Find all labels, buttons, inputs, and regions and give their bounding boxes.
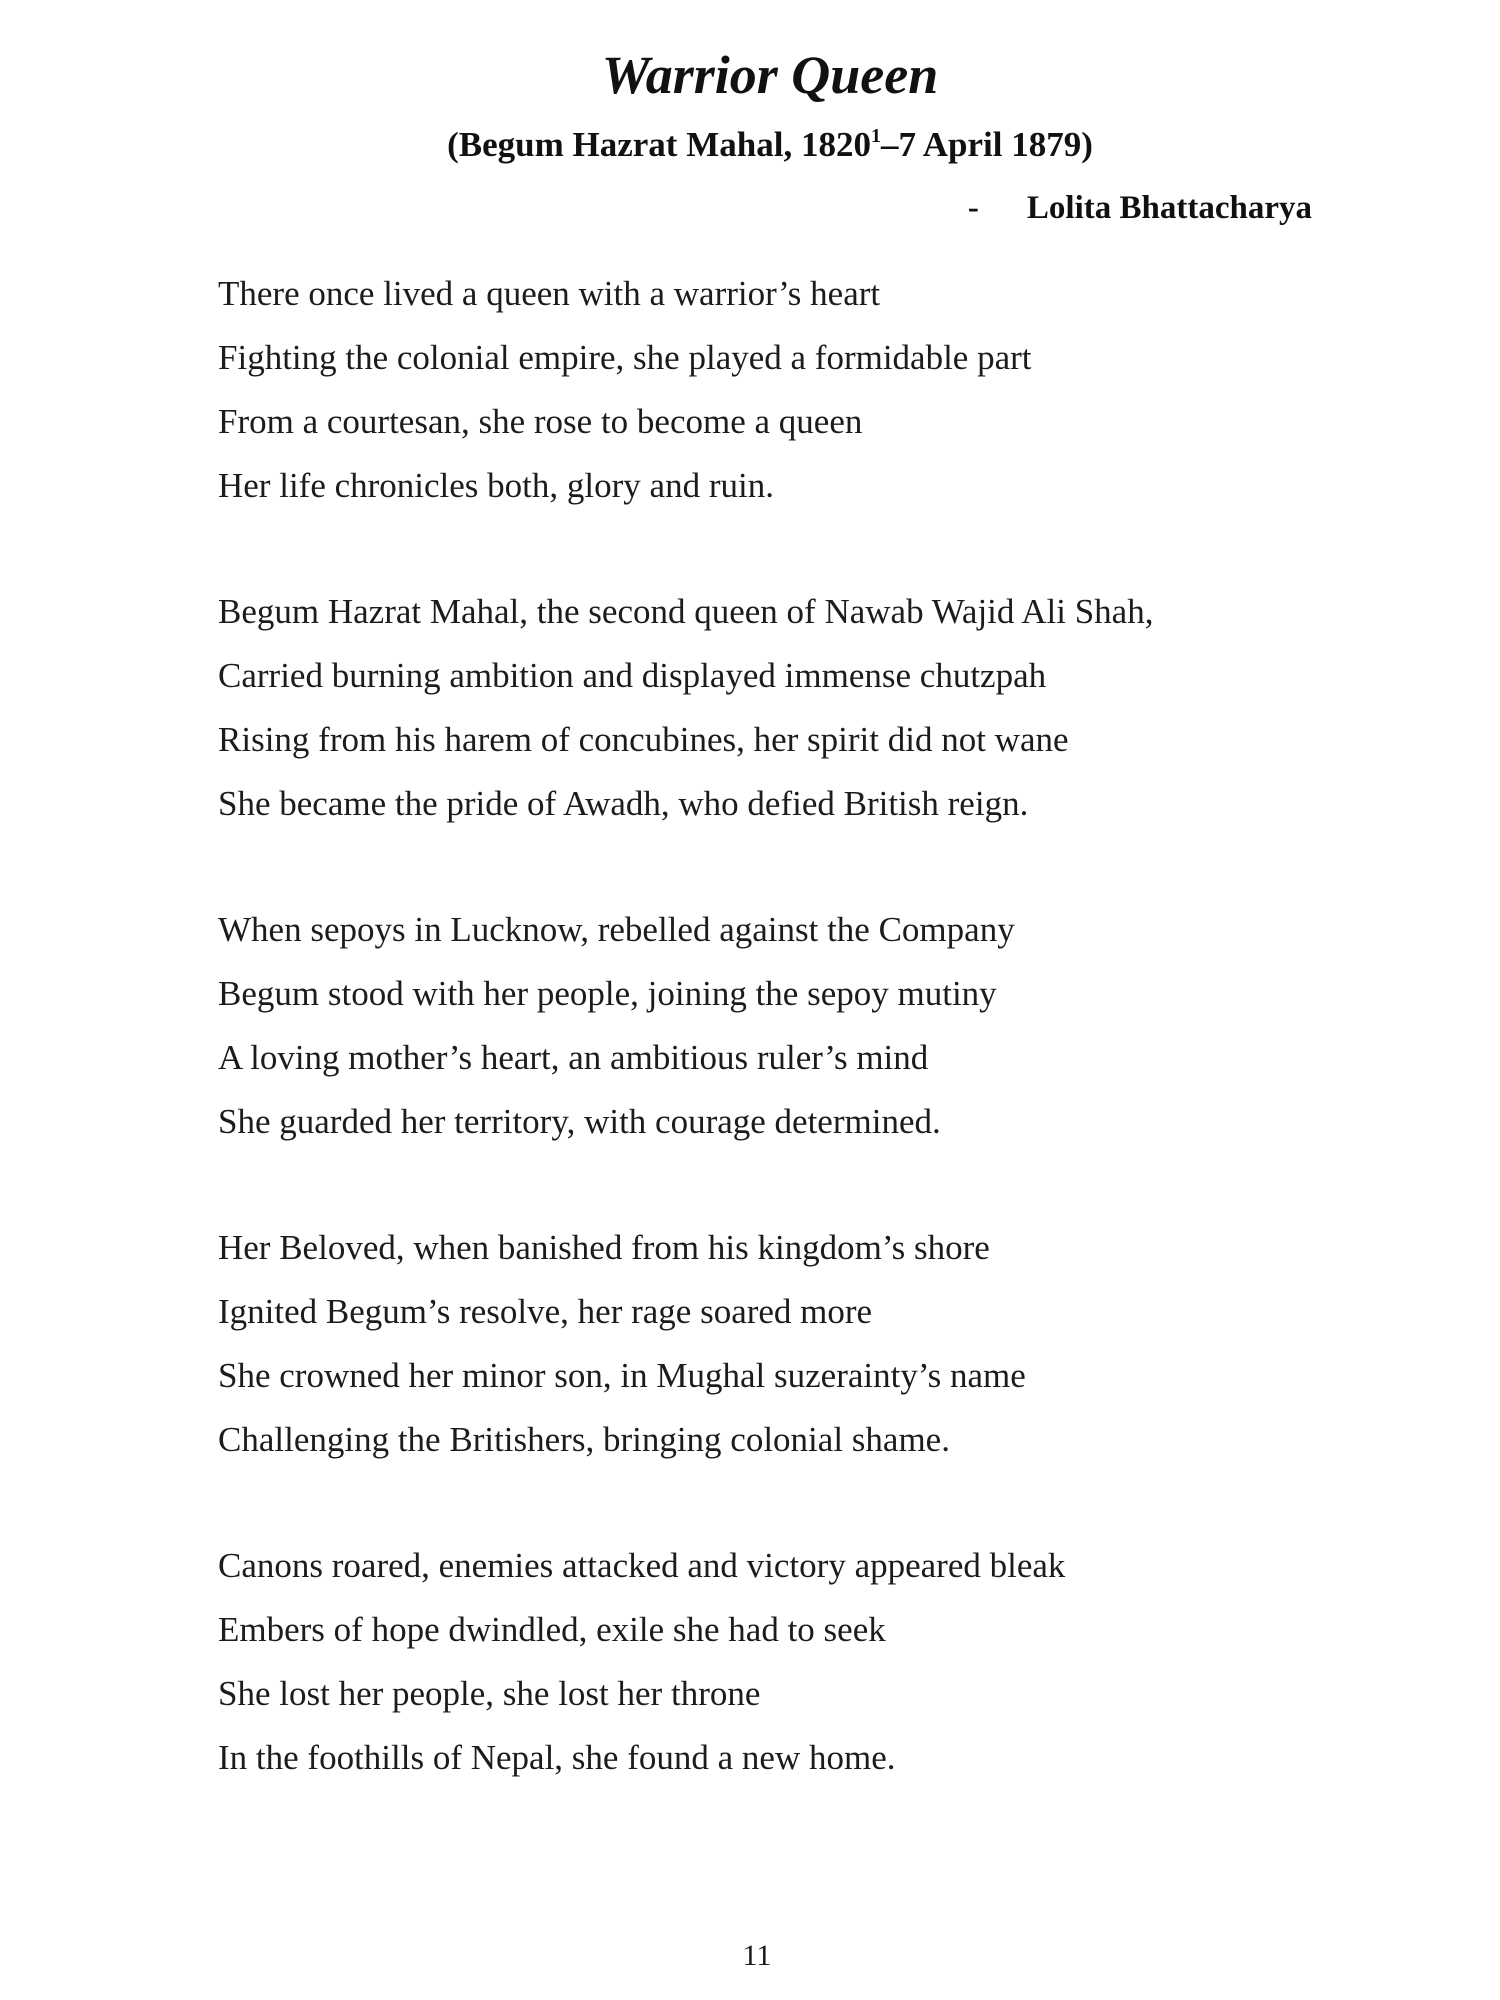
stanza [218,580,1312,836]
poem-line: In the foothills of Nepal, she found a new home. [218,1738,896,1777]
poem-line: Begum stood with her people, joining the sepoy mutiny [218,974,997,1013]
stanza [218,262,1312,518]
poem-line: Challenging the Britishers, bringing colonial shame. [218,1420,950,1459]
poem-line: She guarded her territory, with courage determined. [218,1102,941,1141]
poem-line: From a courtesan, she rose to become a queen [218,402,863,441]
author-dash: - [967,190,979,226]
author-byline [968,186,1312,230]
author-name: Lolita Bhattacharya [1026,190,1312,226]
poem-line: She became the pride of Awadh, who defied British reign. [218,784,1029,823]
poem-line: Ignited Begum’s resolve, her rage soared more [218,1292,873,1331]
poem-line: Canons roared, enemies attacked and victory appeared bleak [218,1546,1066,1585]
poem-title: Warrior Queen [601,45,939,105]
poem-line: When sepoys in Lucknow, rebelled against the Company [218,910,1015,949]
stanza [218,898,1312,1154]
poem-line: A loving mother’s heart, an ambitious ruler’s mind [218,1038,929,1077]
poem-line: Her life chronicles both, glory and ruin. [218,466,774,505]
poem-body [218,262,1312,1852]
poem-line: Her Beloved, when banished from his kingdom’s shore [218,1228,990,1267]
subtitle-main: (Begum Hazrat Mahal, 1820 [447,125,871,164]
poem-line: She lost her people, she lost her throne [218,1674,761,1713]
poem-line: Carried burning ambition and displayed immense chutzpah [218,656,1047,695]
poem-line: Fighting the colonial empire, she played a formidable part [218,338,1032,377]
poem-line: There once lived a queen with a warrior’s heart [218,274,881,313]
poem-line: Embers of hope dwindled, exile she had to seek [218,1610,886,1649]
stanza [218,1534,1312,1790]
page-number: 11 [742,1939,772,1972]
stanza [218,1216,1312,1472]
poem-line: She crowned her minor son, in Mughal suzerainty’s name [218,1356,1026,1395]
poem-subtitle [0,122,1500,168]
footnote-marker[interactable]: 1 [870,125,881,147]
poem-line: Begum Hazrat Mahal, the second queen of Nawab Wajid Ali Shah, [218,592,1154,631]
poem-line: Rising from his harem of concubines, her spirit did not wane [218,720,1069,759]
subtitle-end: –7 April 1879) [880,125,1093,164]
